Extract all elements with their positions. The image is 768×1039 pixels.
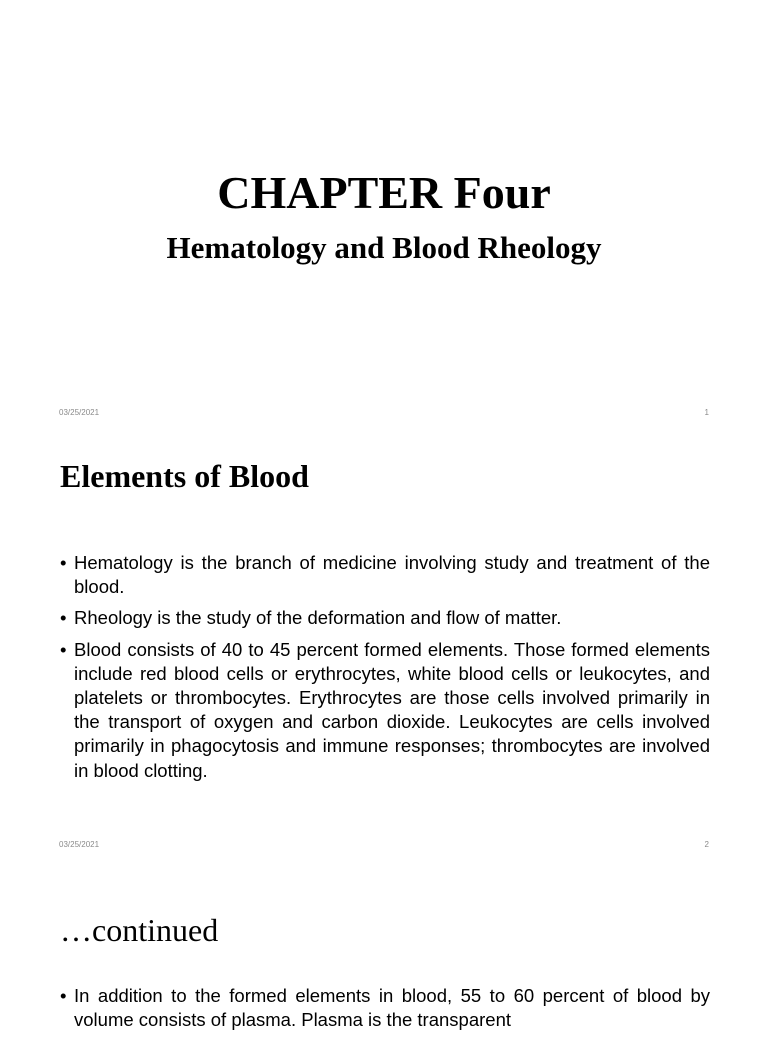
slide-title: …continued (60, 912, 219, 948)
bullet-icon: • (60, 607, 67, 629)
bullet-text: Blood consists of 40 to 45 percent formed elements. Those formed elements include red blood cells or erythrocytes, white blood cells or leukocytes, and platelets or thrombocytes. Erythrocytes are those cells involved primarily in the transport of oxygen and carbon dioxide. Leukocytes are cells involved primarily in phagocytosis and immune responses; thrombocytes are involved in blood clotting. (74, 638, 710, 781)
slide-2 (0, 432, 768, 864)
bullet-text: Hematology is the branch of medicine involving study and treatment of the blood. (74, 552, 710, 598)
bullet-icon: • (60, 985, 67, 1006)
list-item (60, 606, 710, 630)
slide-1 (0, 0, 768, 432)
list-item (60, 638, 710, 783)
bullet-icon: • (60, 552, 67, 573)
bullet-icon: • (60, 638, 67, 660)
slide-date: 03/25/2021 (59, 840, 100, 849)
bullet-text: Rheology is the study of the deformation and flow of matter. (74, 607, 562, 629)
chapter-title: CHAPTER Four (217, 167, 551, 218)
bullet-text: In addition to the formed elements in blood, 55 to 60 percent of blood by volume consists of plasma. Plasma is the transparent (74, 985, 710, 1031)
list-item (60, 551, 710, 599)
slide-date: 03/25/2021 (59, 408, 100, 417)
bullet-list (60, 984, 710, 1039)
bullet-list (60, 551, 710, 790)
slide-title: Elements of Blood (60, 458, 309, 494)
slide-number: 2 (704, 840, 709, 849)
slide-3 (0, 864, 768, 1031)
slide-number: 1 (704, 408, 709, 417)
list-item (60, 984, 710, 1032)
chapter-subtitle: Hematology and Blood Rheology (166, 230, 602, 265)
